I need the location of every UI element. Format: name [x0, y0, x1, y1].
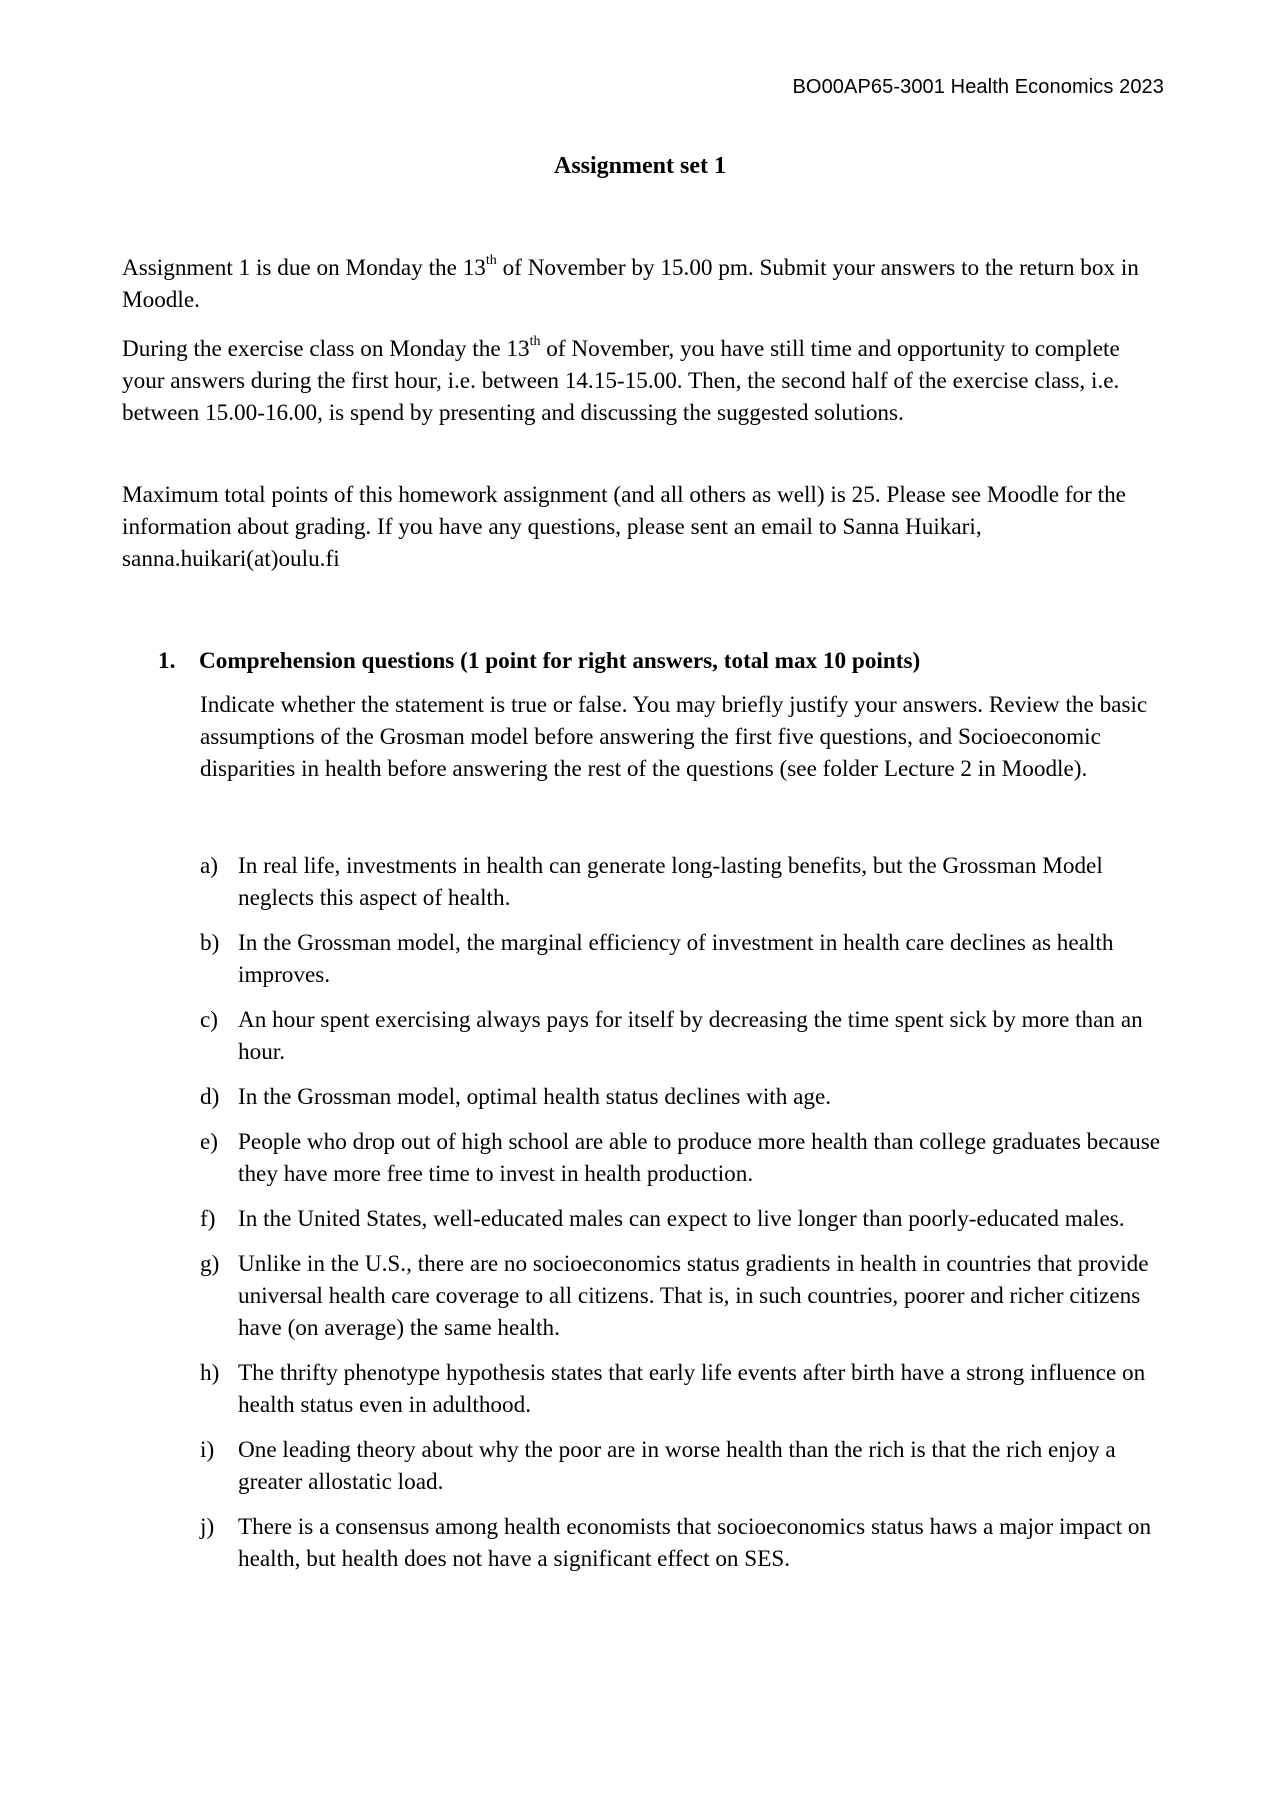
- question-item-b: [200, 927, 1168, 991]
- question-letter: h): [200, 1360, 220, 1386]
- exercise-class-text-start: During the exercise class on Monday the 13: [122, 336, 530, 362]
- due-date-paragraph: [122, 252, 1164, 316]
- exercise-class-paragraph: [122, 333, 1164, 429]
- question-letter: b): [200, 930, 220, 956]
- section-title: Comprehension questions (1 point for right answers, total max 10 points): [199, 648, 921, 674]
- question-letter: e): [200, 1129, 219, 1155]
- question-text: In real life, investments in health can generate long-lasting benefits, but the Grossman Model neglects this aspect of health.: [238, 853, 1103, 911]
- question-list: [200, 850, 1168, 1588]
- question-item-f: [200, 1203, 1168, 1235]
- grading-paragraph: Maximum total points of this homework assignment (and all others as well) is 25. Please see Moodle for the information about grading. If you have any questions, please sent an email to Sanna Huikari, sanna.huikari(at)oulu.fi: [122, 482, 1126, 572]
- question-item-h: [200, 1357, 1168, 1421]
- course-header: BO00AP65-3001 Health Economics 2023: [792, 76, 1164, 98]
- question-text: In the Grossman model, optimal health status declines with age.: [238, 1084, 832, 1110]
- question-letter: c): [200, 1007, 219, 1033]
- section-number: 1.: [158, 648, 176, 674]
- question-text: An hour spent exercising always pays for itself by decreasing the time spent sick by more than an hour.: [238, 1007, 1143, 1065]
- question-item-j: [200, 1511, 1168, 1575]
- question-letter: i): [200, 1437, 215, 1463]
- due-date-text-start: Assignment 1 is due on Monday the 13: [122, 255, 486, 281]
- section-heading: [158, 645, 1168, 677]
- question-item-a: [200, 850, 1168, 914]
- question-letter: d): [200, 1084, 220, 1110]
- ordinal-suffix: th: [529, 334, 541, 350]
- question-letter: g): [200, 1251, 220, 1277]
- question-text: Unlike in the U.S., there are no socioeconomics status gradients in health in countries that provide universal health care coverage to all citizens. That is, in such countries, poorer and richer citizens have (on average) the same health.: [238, 1251, 1149, 1341]
- exercise-class-text-end: of November, you have still time and opportunity to complete your answers during the first hour, i.e. between 14.15-15.00. Then, the second half of the exercise class, i.e. between 15.00-16.00, is spend by presenting and discussing the suggested solutions.: [122, 336, 1120, 426]
- ordinal-suffix: th: [485, 253, 497, 269]
- section-instructions: Indicate whether the statement is true or false. You may briefly justify your answers. Review the basic assumptions of the Grosman model before answering the first five questions, and Socioeconomic disparities in health before answering the rest of the questions (see folder Lecture 2 in Moodle).: [200, 692, 1148, 782]
- question-text: The thrifty phenotype hypothesis states that early life events after birth have a strong influence on health status even in adulthood.: [238, 1360, 1146, 1418]
- question-text: People who drop out of high school are able to produce more health than college graduates because they have more free time to invest in health production.: [238, 1129, 1161, 1187]
- question-letter: a): [200, 853, 219, 879]
- question-text: There is a consensus among health economists that socioeconomics status haws a major impact on health, but health does not have a significant effect on SES.: [238, 1514, 1152, 1572]
- due-date-text-end: of November by 15.00 pm. Submit your answers to the return box in Moodle.: [122, 255, 1139, 313]
- question-letter: f): [200, 1206, 216, 1232]
- question-letter: j): [200, 1514, 215, 1540]
- question-text: In the Grossman model, the marginal efficiency of investment in health care declines as health improves.: [238, 930, 1114, 988]
- question-item-g: [200, 1248, 1168, 1344]
- question-item-i: [200, 1434, 1168, 1498]
- question-text: In the United States, well-educated males can expect to live longer than poorly-educated males.: [238, 1206, 1125, 1232]
- question-item-c: [200, 1004, 1168, 1068]
- question-item-d: [200, 1081, 1168, 1113]
- page-title: Assignment set 1: [554, 153, 726, 179]
- question-text: One leading theory about why the poor are in worse health than the rich is that the rich enjoy a greater allostatic load.: [238, 1437, 1116, 1495]
- question-item-e: [200, 1126, 1168, 1190]
